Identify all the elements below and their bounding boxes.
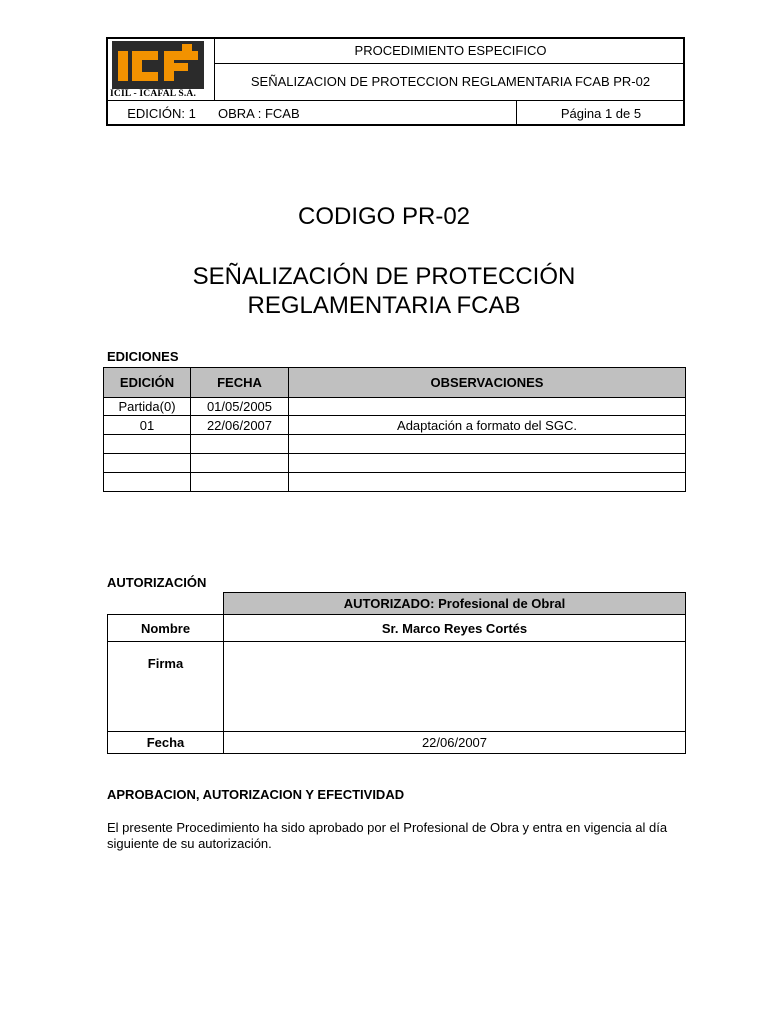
aprobacion-text: El presente Procedimiento ha sido aprobado por el Profesional de Obra y entra en vigencia al día siguiente de su autorización. bbox=[107, 820, 668, 851]
document-header bbox=[106, 37, 685, 126]
logo-cell bbox=[108, 39, 215, 101]
doc-title: SEÑALIZACION DE PROTECCION REGLAMENTARIA FCAB PR-02 bbox=[250, 74, 651, 89]
table-row bbox=[104, 416, 686, 435]
cell: 22/06/2007 bbox=[191, 416, 289, 435]
cell bbox=[289, 454, 686, 473]
table-row bbox=[108, 732, 686, 754]
table-row bbox=[104, 435, 686, 454]
ediciones-table bbox=[103, 367, 686, 492]
cell bbox=[289, 435, 686, 454]
logo-caption: ICIL - ICAFAL S.A. bbox=[110, 89, 197, 99]
firma-label: Firma bbox=[108, 642, 224, 732]
cell bbox=[289, 398, 686, 416]
document-code: CODIGO PR-02 bbox=[297, 203, 471, 230]
cell: Partida(0) bbox=[104, 398, 191, 416]
cell bbox=[104, 473, 191, 492]
cell bbox=[104, 454, 191, 473]
ediciones-label: EDICIONES bbox=[107, 349, 179, 364]
nombre-value: Sr. Marco Reyes Cortés bbox=[224, 615, 686, 642]
table-row bbox=[108, 615, 686, 642]
table-row bbox=[104, 454, 686, 473]
nombre-label: Nombre bbox=[108, 615, 224, 642]
table-row bbox=[108, 642, 686, 732]
autorizacion-label: AUTORIZACIÓN bbox=[107, 575, 207, 590]
page-number: Página 1 de 5 bbox=[560, 106, 642, 121]
company-logo bbox=[112, 41, 204, 89]
table-row bbox=[104, 398, 686, 416]
document-title-line1: SEÑALIZACIÓN DE PROTECCIÓN bbox=[192, 263, 576, 290]
autorizado-header: AUTORIZADO: Profesional de Obral bbox=[224, 593, 686, 615]
cell: 01/05/2005 bbox=[191, 398, 289, 416]
firma-value bbox=[224, 642, 686, 732]
fecha-value: 22/06/2007 bbox=[224, 732, 686, 754]
col-edicion: EDICIÓN bbox=[104, 368, 191, 398]
cell bbox=[191, 435, 289, 454]
autorizacion-table bbox=[107, 592, 686, 754]
table-row bbox=[104, 473, 686, 492]
col-observaciones: OBSERVACIONES bbox=[289, 368, 686, 398]
cell bbox=[191, 454, 289, 473]
aprobacion-heading: APROBACION, AUTORIZACION Y EFECTIVIDAD bbox=[107, 787, 405, 802]
doc-type: PROCEDIMIENTO ESPECIFICO bbox=[354, 43, 547, 58]
edition: EDICIÓN: 1 bbox=[127, 106, 196, 121]
cell bbox=[191, 473, 289, 492]
obra: OBRA : FCAB bbox=[218, 106, 300, 121]
cell bbox=[289, 473, 686, 492]
cell bbox=[104, 435, 191, 454]
col-fecha: FECHA bbox=[191, 368, 289, 398]
cell: 01 bbox=[104, 416, 191, 435]
fecha-label: Fecha bbox=[108, 732, 224, 754]
empty-corner bbox=[108, 593, 224, 615]
cell: Adaptación a formato del SGC. bbox=[289, 416, 686, 435]
document-title-line2: REGLAMENTARIA FCAB bbox=[247, 292, 521, 319]
